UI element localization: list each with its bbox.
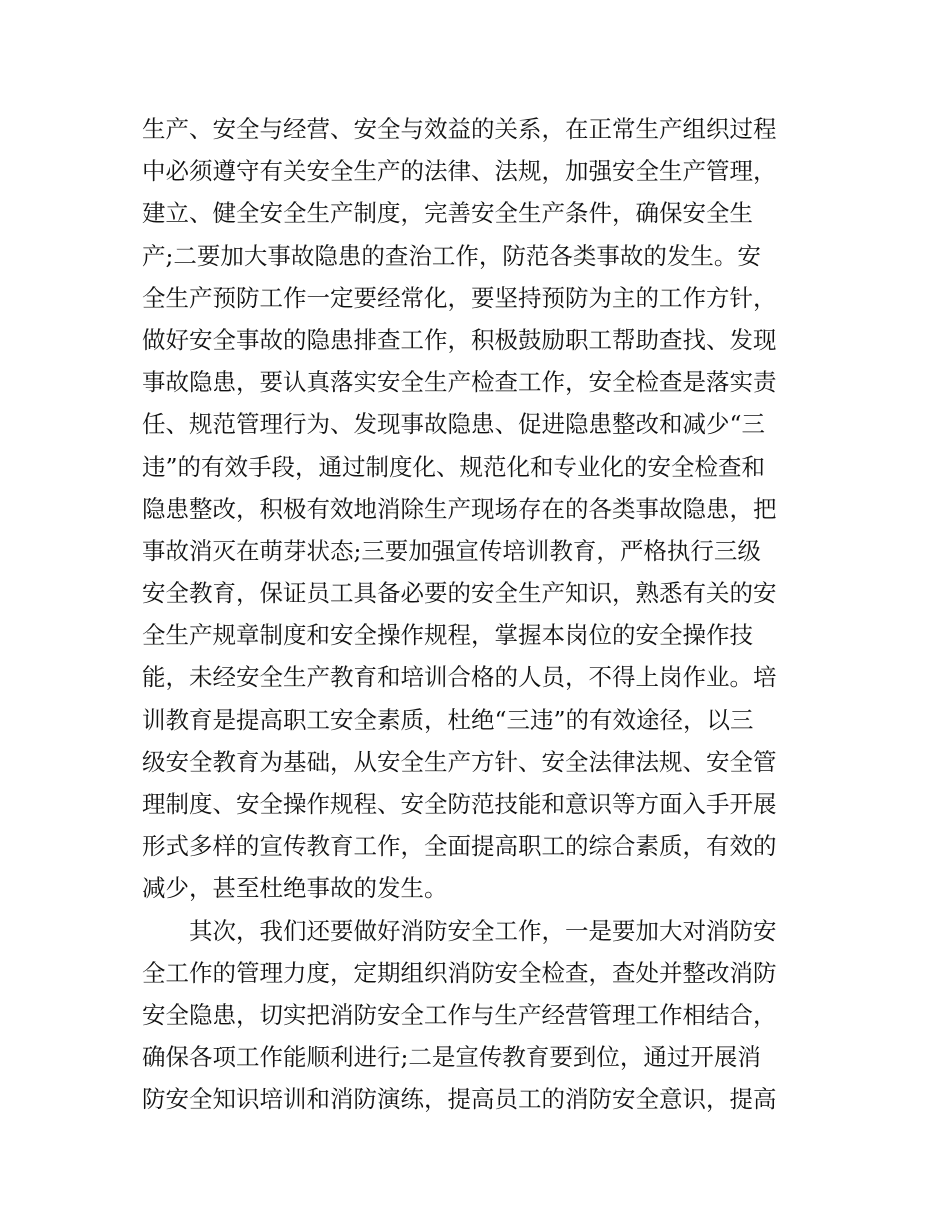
text-line: 理制度、安全操作规程、安全防范技能和意识等方面入手开展	[142, 790, 777, 818]
text-line: 防安全知识培训和消防演练，提高员工的消防安全意识，提高	[142, 1085, 777, 1114]
text-line: 产;二要加大事故隐患的查治工作，防范各类事故的发生。安	[142, 241, 761, 270]
paragraph	[142, 108, 814, 910]
text-line: 其次，我们还要做好消防安全工作，一是要加大对消防安	[189, 916, 777, 945]
text-line: 中必须遵守有关安全生产的法律、法规，加强安全生产管理，	[142, 157, 777, 186]
document-body	[142, 108, 814, 1121]
text-line: 任、规范管理行为、发现事故隐患、促进隐患整改和减少“三	[142, 410, 766, 439]
text-line: 生产、安全与经营、安全与效益的关系，在正常生产组织过程	[142, 115, 777, 143]
text-line: 建立、健全安全生产制度，完善安全生产条件，确保安全生	[142, 199, 753, 228]
text-line: 安全隐患，切实把消防安全工作与生产经营管理工作相结合，	[142, 1000, 777, 1029]
text-line: 形式多样的宣传教育工作，全面提高职工的综合素质，有效的	[142, 832, 777, 861]
text-line: 违”的有效手段，通过制度化、规范化和专业化的安全检查和	[142, 452, 766, 481]
text-line: 事故消灭在萌芽状态;三要加强宣传培训教育，严格执行三级	[142, 536, 761, 565]
text-line: 做好安全事故的隐患排查工作，积极鼓励职工帮助查找、发现	[142, 325, 777, 354]
text-line: 事故隐患，要认真落实安全生产检查工作，安全检查是落实责	[142, 368, 777, 397]
text-line: 全生产预防工作一定要经常化，要坚持预防为主的工作方针，	[142, 283, 777, 312]
text-line: 全生产规章制度和安全操作规程，掌握本岗位的安全操作技	[142, 621, 753, 650]
text-line: 确保各项工作能顺利进行;二是宣传教育要到位，通过开展消	[142, 1043, 761, 1072]
text-line: 能，未经安全生产教育和培训合格的人员，不得上岗作业。培	[142, 663, 777, 692]
paragraph	[142, 910, 814, 1121]
text-line: 安全教育，保证员工具备必要的安全生产知识，熟悉有关的安	[142, 579, 777, 608]
text-line: 级安全教育为基础，从安全生产方针、安全法律法规、安全管	[142, 747, 777, 776]
text-line: 隐患整改，积极有效地消除生产现场存在的各类事故隐患，把	[142, 494, 777, 523]
text-line: 训教育是提高职工安全素质，杜绝“三违”的有效途径，以三	[142, 705, 754, 734]
text-line: 减少，甚至杜绝事故的发生。	[142, 874, 448, 903]
text-line: 全工作的管理力度，定期组织消防安全检查，查处并整改消防	[142, 958, 777, 987]
